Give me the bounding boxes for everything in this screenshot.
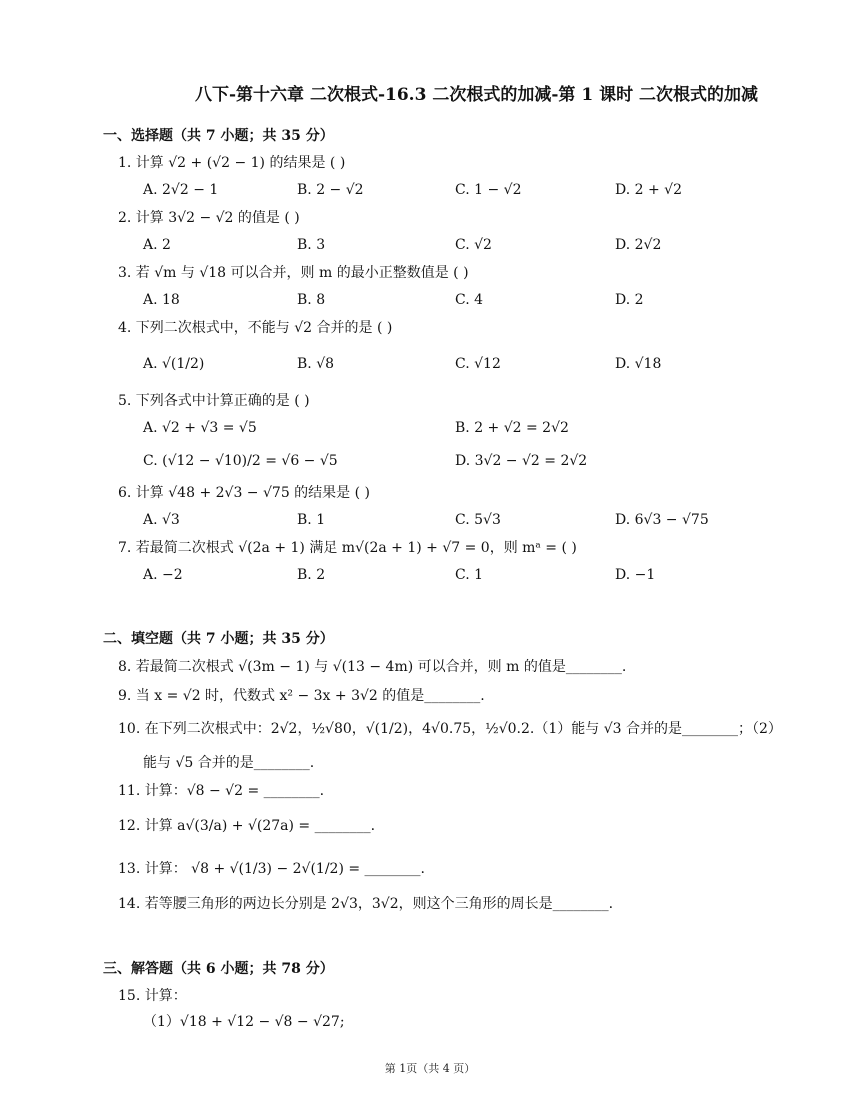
question-7-option-c: C. 1 xyxy=(455,567,484,583)
question-3-option-d: D. 2 xyxy=(615,292,644,308)
question-3-option-a: A. 18 xyxy=(143,292,180,308)
question-3-option-c: C. 4 xyxy=(455,292,484,308)
question-6-option-a: A. √3 xyxy=(143,512,180,528)
question-5-option-c: C. (√12 − √10)/2 = √6 − √5 xyxy=(143,453,338,469)
question-2-option-d: D. 2√2 xyxy=(615,237,662,253)
question-6-option-d: D. 6√3 − √75 xyxy=(615,512,709,528)
section-answer-heading: 三、解答题（共 6 小题；共 78 分） xyxy=(103,961,334,977)
question-5-stem: 5. 下列各式中计算正确的是 ( ) xyxy=(118,393,310,409)
question-7-option-b: B. 2 xyxy=(297,567,326,583)
question-2-stem: 2. 计算 3√2 − √2 的值是 ( ) xyxy=(118,210,300,226)
question-15-part-1: （1）√18 + √12 − √8 − √27; xyxy=(143,1014,345,1030)
question-8: 8. 若最简二次根式 √(3m − 1) 与 √(13 − 4m) 可以合并，则 m 的值是________. xyxy=(118,659,627,675)
section-fill-heading: 二、填空题（共 7 小题；共 35 分） xyxy=(103,631,334,647)
question-3-stem: 3. 若 √m 与 √18 可以合并，则 m 的最小正整数值是 ( ) xyxy=(118,265,469,281)
question-6-stem: 6. 计算 √48 + 2√3 − √75 的结果是 ( ) xyxy=(118,485,370,501)
question-1-stem: 1. 计算 √2 + (√2 − 1) 的结果是 ( ) xyxy=(118,155,346,171)
question-1-option-c: C. 1 − √2 xyxy=(455,182,522,198)
question-4-option-b: B. √8 xyxy=(297,356,335,372)
question-6-option-c: C. 5√3 xyxy=(455,512,501,528)
question-4-option-d: D. √18 xyxy=(615,356,662,372)
question-1-option-b: B. 2 − √2 xyxy=(297,182,364,198)
question-7-option-d: D. −1 xyxy=(615,567,656,583)
question-4-stem: 4. 下列二次根式中，不能与 √2 合并的是 ( ) xyxy=(118,320,393,336)
question-5-option-d: D. 3√2 − √2 = 2√2 xyxy=(455,453,588,469)
page-title: 八下-第十六章 二次根式-16.3 二次根式的加减-第 1 课时 二次根式的加减 xyxy=(195,85,758,105)
question-7-stem: 7. 若最简二次根式 √(2a + 1) 满足 m√(2a + 1) + √7 = 0，则 mᵃ = ( ) xyxy=(118,540,577,556)
question-2-option-c: C. √2 xyxy=(455,237,492,253)
question-13: 13. 计算： √8 + √(1/3) − 2√(1/2) = ________. xyxy=(118,861,425,877)
question-5-option-b: B. 2 + √2 = 2√2 xyxy=(455,420,569,436)
question-14: 14. 若等腰三角形的两边长分别是 2√3，3√2，则这个三角形的周长是________. xyxy=(118,896,614,912)
page-footer: 第 1页（共 4 页） xyxy=(384,1062,476,1075)
question-1-option-a: A. 2√2 − 1 xyxy=(143,182,219,198)
question-11: 11. 计算：√8 − √2 = ________. xyxy=(118,783,325,799)
question-2-option-a: A. 2 xyxy=(143,237,171,253)
question-6-option-b: B. 1 xyxy=(297,512,326,528)
question-3-option-b: B. 8 xyxy=(297,292,326,308)
question-1-option-d: D. 2 + √2 xyxy=(615,182,682,198)
question-4-option-c: C. √12 xyxy=(455,356,501,372)
question-10-line-1: 10. 在下列二次根式中：2√2，½√80，√(1/2)，4√0.75，½√0.2.（1）能与 √3 合并的是________；（2） xyxy=(118,721,782,737)
question-9: 9. 当 x = √2 时，代数式 x² − 3x + 3√2 的值是________. xyxy=(118,688,485,704)
question-4-option-a: A. √(1/2) xyxy=(143,356,205,372)
question-12: 12. 计算 a√(3/a) + √(27a) = ________. xyxy=(118,818,376,834)
question-10-line-2: 能与 √5 合并的是________. xyxy=(143,755,315,771)
section-choice-heading: 一、选择题（共 7 小题；共 35 分） xyxy=(103,128,334,144)
question-2-option-b: B. 3 xyxy=(297,237,326,253)
question-7-option-a: A. −2 xyxy=(143,567,183,583)
question-15-stem: 15. 计算： xyxy=(118,988,187,1004)
question-5-option-a: A. √2 + √3 = √5 xyxy=(143,420,257,436)
